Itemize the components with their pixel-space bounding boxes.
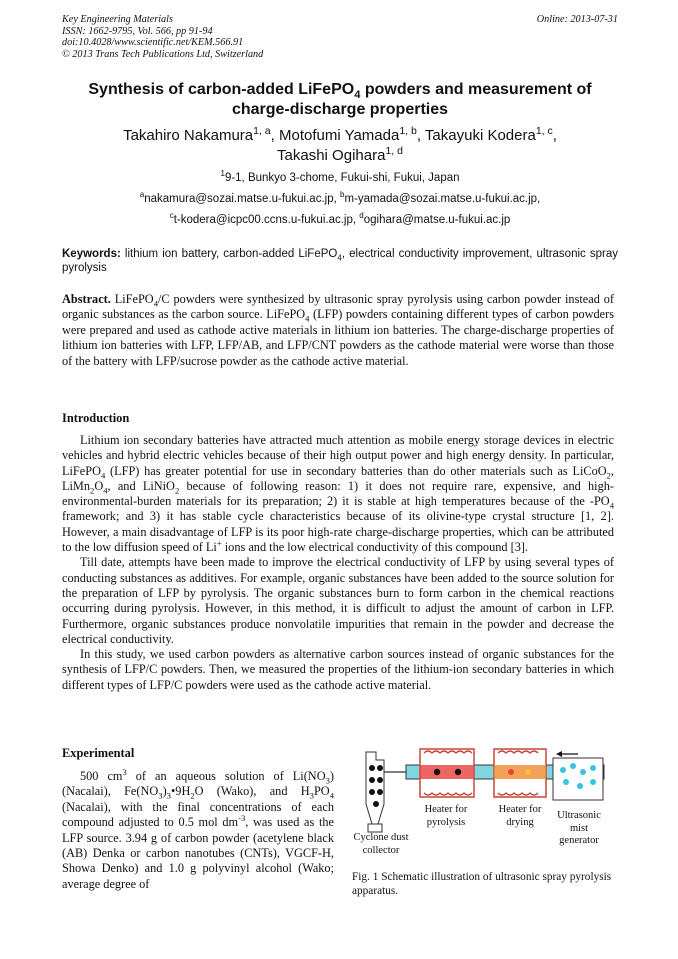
t: of an aqueous solution of Li(NO — [126, 769, 326, 783]
author-2-mark: 1, b — [399, 125, 417, 137]
email-c[interactable]: t-kodera@icpc00.ccns.u-fukui.ac.jp, — [173, 214, 357, 226]
cyclone-icon — [366, 752, 384, 832]
email-a[interactable]: nakamura@sozai.matse.u-fukui.ac.jp, — [144, 193, 337, 205]
email-mark-b: b — [340, 190, 345, 200]
label-cyclone: Cyclone dust collector — [353, 832, 409, 856]
pyrolysis-heater-icon — [420, 749, 474, 797]
sub: 3 — [158, 790, 163, 801]
introduction-body — [62, 433, 614, 693]
t: ) — [162, 784, 167, 799]
author-2: Motofumi Yamada — [278, 127, 400, 144]
journal-name: Key Engineering Materials — [62, 14, 173, 25]
author-4: Takashi Ogihara — [277, 147, 386, 164]
email-mark-a: a — [139, 190, 145, 200]
paper-title — [62, 80, 618, 120]
drying-heater-icon — [494, 749, 546, 797]
sup: -3 — [238, 813, 246, 824]
sub: 2 — [174, 485, 180, 496]
author-3-mark: 1, c — [535, 125, 553, 137]
sub: 4 — [305, 313, 310, 324]
t: because of following reason: 1) it does not require rare, expensive, and high-environmental-burden materials for its preparation; 2) it is stable at high temperatures because of the -PO — [62, 478, 614, 509]
affil-mark: 1 — [220, 169, 225, 179]
label-drying: Heater for drying — [498, 804, 542, 828]
introduction-heading: Introduction — [62, 411, 130, 425]
copyright-line: © 2013 Trans Tech Publications Ltd, Switzerland — [62, 48, 264, 60]
journal-header — [62, 14, 618, 60]
sub: 2 — [90, 485, 95, 496]
keywords-sub: 4 — [337, 253, 342, 263]
abstract — [62, 292, 614, 369]
sub: 4 — [103, 485, 108, 496]
email-b[interactable]: m-yamada@sozai.matse.u-fukui.ac.jp, — [344, 193, 541, 205]
sub: 3 — [166, 790, 171, 801]
t: (LFP) has greater potential for use in secondary batteries than do other materials such as LiCoO — [105, 463, 607, 478]
author-4-mark: 1, d — [385, 145, 403, 157]
sup: + — [216, 537, 222, 548]
keywords-label: Keywords: — [62, 248, 121, 260]
title-text-2: powders and measurement of — [360, 81, 592, 98]
sup: 3 — [122, 766, 127, 777]
t: , and LiNiO — [107, 478, 175, 493]
issn-line: ISSN: 1662-9795, Vol. 566, pp 91-94 — [62, 25, 213, 37]
figure-caption: Fig. 1 Schematic illustration of ultrasonic spray pyrolysis apparatus. — [352, 871, 612, 897]
ultrasonic-generator-icon — [553, 758, 603, 800]
title-text: Synthesis of carbon-added LiFePO — [88, 81, 355, 98]
sub: 4 — [609, 500, 614, 511]
experimental-paragraph — [62, 766, 334, 892]
t: O (Wako), and H — [194, 784, 310, 799]
doi-line: doi:10.4028/www.scientific.net/KEM.566.91 — [62, 37, 244, 49]
abstract-label: Abstract. — [62, 292, 111, 306]
email-line-2 — [62, 210, 618, 231]
sub: 4 — [100, 470, 106, 481]
intro-paragraph-2: Till date, attempts have been made to improve the electrical conductivity of LFP by using several types of conducting substances as additives. For example, organic substances have been added to the source solution for the preparation of LFP by pyrolysis. The organic substances burn to form carbon in the chemical reactions occurring during pyrolysis. However, in this method, it is difficult to adjust the amount of carbon in LFP. Furthermore, organic substances produce nonvolatile impurities that remain in the powder and decrease the electrical conductivity. — [62, 555, 614, 646]
experimental-body — [62, 766, 334, 892]
address-line — [62, 168, 618, 189]
author-1: Takahiro Nakamura — [123, 127, 254, 144]
intro-paragraph-3: In this study, we used carbon powders as alternative carbon sources instead of organic substances for the synthesis of LFP/C powders. Then, we measured the properties of the lithium-ion secondary batteries in which different types of LFP/C powders were used as the cathode active material. — [62, 647, 614, 692]
keywords-text: lithium ion battery, carbon-added LiFePO — [120, 248, 338, 260]
t: •9H — [170, 784, 191, 799]
email-line-1 — [62, 189, 618, 210]
address: 9-1, Bunkyo 3-chome, Fukui-shi, Fukui, Japan — [224, 172, 460, 184]
author-1-mark: 1, a — [253, 125, 271, 137]
t: 500 cm — [80, 769, 123, 783]
email-mark-c: c — [169, 211, 174, 221]
sub: 4 — [153, 298, 159, 309]
flow-arrow-icon — [556, 751, 578, 757]
title-subscript: 4 — [354, 89, 361, 102]
abstract-text: /C powders were synthesized by ultrasonic spray pyrolysis using carbon powder instead of organic substances as the carbon source. LiFePO — [62, 292, 614, 322]
label-pyrolysis: Heater for pyrolysis — [424, 804, 468, 828]
affiliations — [62, 168, 618, 231]
author-list: Takahiro Nakamura$^{1, a}$, Motofumi Yamada$^{1, b}$, Takayuki Kodera$^{1, c}$, Takashi Ogihara$^{1, d}$ — [123, 125, 557, 164]
title-line-2: charge-discharge properties — [231, 101, 449, 118]
t: framework; and 3) it has stable cycle characteristics because of its olivine-type crystal structure [1, 2]. However, a main disadvantage of LFP is its poor high-rate charge-discharge properties, which can be attributed to the low diffusion speed of Li — [62, 509, 614, 555]
sub: 3 — [309, 790, 314, 801]
sub: 4 — [329, 790, 334, 801]
t: PO — [313, 784, 330, 799]
keywords-text-2: , electrical conductivity improvement, ultrasonic spray pyrolysis — [62, 248, 618, 274]
figure-1-apparatus — [348, 744, 618, 869]
t: ions and the low electrical conductivity of this compound [3]. — [221, 540, 529, 555]
t: O — [94, 478, 104, 493]
experimental-heading: Experimental — [62, 746, 135, 760]
label-ultrasonic: Ultrasonic mist generator — [557, 810, 601, 846]
keywords — [62, 247, 618, 275]
abstract-text: (LFP) powders containing different types of carbon powders were prepared and used as cathode active materials in lithium ion batteries. The charge-discharge properties of lithium ion batteries with LFP, LFP/AB, and LFP/CNT powders as the cathode material were worse than those of the battery with LFP/sucrose powder as the cathode active material. — [62, 307, 614, 368]
author-3: Takayuki Kodera — [424, 127, 536, 144]
email-mark-d: d — [359, 211, 364, 221]
sub: 2 — [190, 790, 195, 801]
sub: 3 — [325, 775, 330, 786]
email-d[interactable]: ogihara@matse.u-fukui.ac.jp — [363, 214, 511, 226]
t: ) (Nacalai), Fe(NO — [62, 769, 334, 799]
t: , LiMn — [62, 463, 614, 493]
online-date: Online: 2013-07-31 — [536, 14, 618, 25]
sub: 2 — [606, 470, 611, 481]
t: Lithium ion secondary batteries have attracted much attention as mobile energy storage devices in electric vehicles and hybrid electric vehicles because of their high output power and high energy density. In particular, LiFePO — [62, 433, 614, 478]
intro-paragraph-1 — [62, 433, 614, 555]
t: , was used as the LFP source. 3.94 g of carbon powder (acetylene black (AB) Denka or carbon nanotubes (CNTs), VGCF-H, Showa Denko) and 1.0 g polyvinyl alcohol (Wako; average degree of — [62, 815, 334, 891]
t: (Nacalai), with the final concentrations of each compound adjusted to 0.5 mol dm — [62, 799, 334, 830]
abstract-text: LiFePO — [110, 292, 154, 306]
